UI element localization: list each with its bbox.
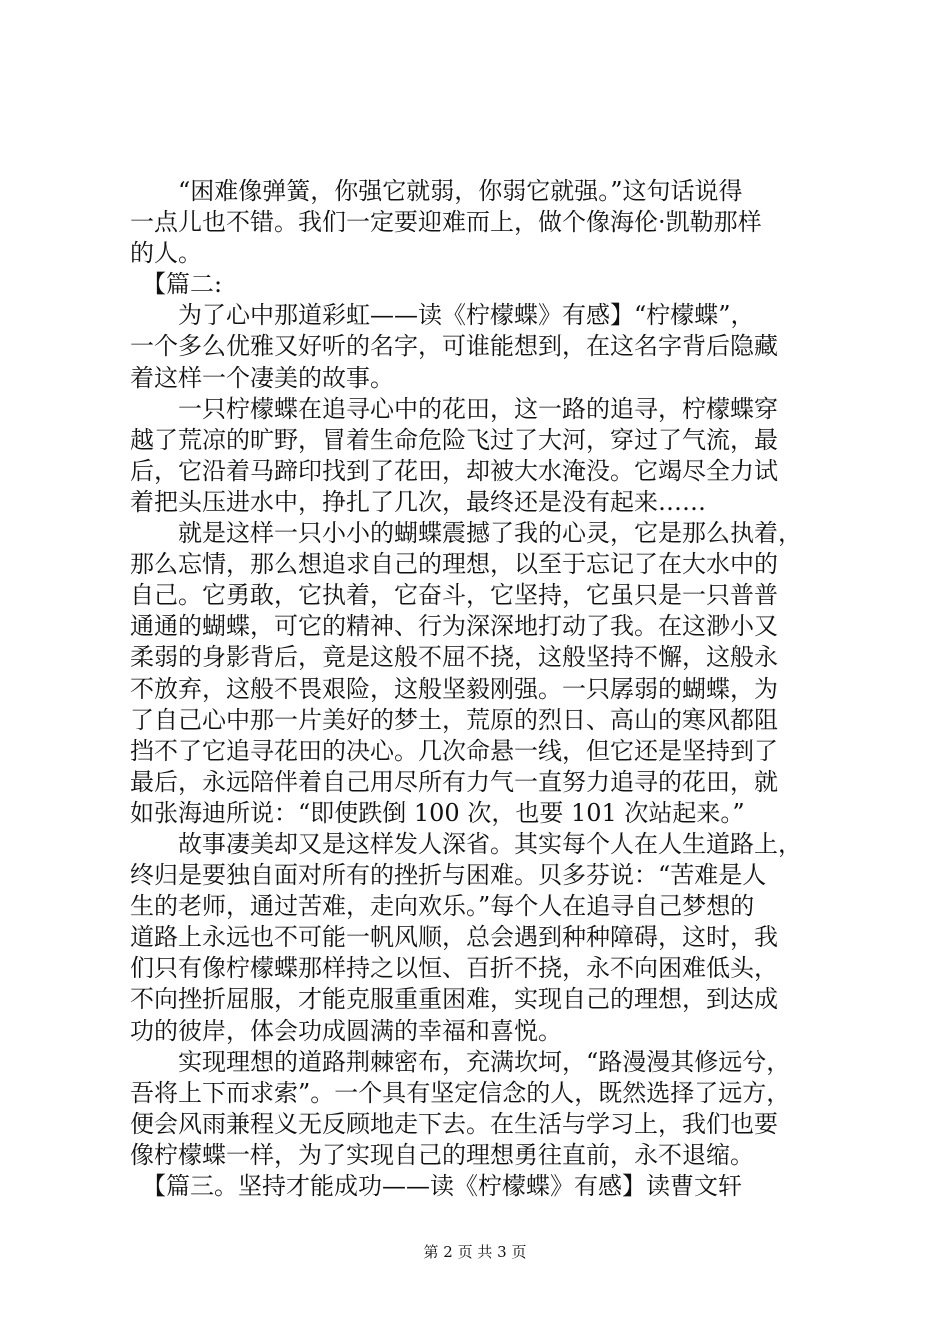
- text-line: 着这样一个凄美的故事。: [130, 363, 394, 392]
- text-line: 如张海迪所说：“即使跌倒 100 次，也要 101 次站起来。”: [130, 798, 745, 827]
- text-line: 功的彼岸，体会功成圆满的幸福和喜悦。: [130, 1016, 562, 1045]
- text-line: 道路上永远也不可能一帆风顺，总会遇到种种障碍，这时，我: [130, 923, 778, 952]
- text-line: 后，它沿着马蹄印找到了花田，却被大水淹没。它竭尽全力试: [130, 456, 778, 485]
- page-number-label: 第 2 页 共 3 页: [423, 1243, 527, 1261]
- text-line: 就是这样一只小小的蝴蝶震撼了我的心灵，它是那么执着，: [130, 519, 802, 548]
- text-line: 终归是要独自面对所有的挫折与困难。贝多芬说：“苦难是人: [130, 861, 767, 890]
- text-line: 为了心中那道彩虹——读《柠檬蝶》有感】“柠檬蝶”，: [130, 301, 755, 330]
- section-heading: 【篇二:: [130, 270, 223, 299]
- text-line: 通通的蝴蝶，可它的精神、行为深深地打动了我。在这渺小又: [130, 612, 778, 641]
- text-line: 自己。它勇敢，它执着，它奋斗，它坚持，它虽只是一只普普: [130, 581, 778, 610]
- text-line: 不向挫折屈服，才能克服重重困难，实现自己的理想，到达成: [130, 985, 778, 1014]
- text-line: 便会风雨兼程义无反顾地走下去。在生活与学习上，我们也要: [130, 1109, 778, 1138]
- text-line: “困难像弹簧，你强它就弱，你弱它就强。”这句话说得: [130, 177, 743, 205]
- text-line: 吾将上下而求索”。一个具有坚定信念的人，既然选择了远方，: [130, 1078, 791, 1107]
- text-line: 实现理想的道路荆棘密布，充满坎坷，“路漫漫其修远兮，: [130, 1047, 791, 1076]
- text-line: 挡不了它追寻花田的决心。几次命悬一线，但它还是坚持到了: [130, 736, 778, 765]
- text-line: 一点儿也不错。我们一定要迎难而上，做个像海伦·凯勒那样: [130, 208, 762, 237]
- section-heading: 【篇三。坚持才能成功——读《柠檬蝶》有感】读曹文轩: [130, 1172, 742, 1200]
- text-line: 生的老师，通过苦难，走向欢乐。”每个人在追寻自己梦想的: [130, 892, 755, 921]
- text-line: 了自己心中那一片美好的梦土，荒原的烈日、高山的寒风都阻: [130, 705, 778, 734]
- text-line: 的人。: [130, 239, 202, 268]
- text-line: 越了荒凉的旷野，冒着生命危险飞过了大河，穿过了气流，最: [130, 425, 778, 454]
- text-line: 着把头压进水中，挣扎了几次，最终还是没有起来……: [130, 487, 706, 516]
- text-line: 一只柠檬蝶在追寻心中的花田，这一路的追寻，柠檬蝶穿: [130, 394, 778, 423]
- text-line: 一个多么优雅又好听的名字，可谁能想到，在这名字背后隐藏: [130, 332, 778, 361]
- document-body: [130, 176, 830, 1202]
- text-line: 最后，永远陪伴着自己用尽所有力气一直努力追寻的花田，就: [130, 767, 778, 796]
- text-line: 那么忘情，那么想追求自己的理想，以至于忘记了在大水中的: [130, 550, 778, 579]
- text-line: 不放弃，这般不畏艰险，这般坚毅刚强。一只孱弱的蝴蝶，为: [130, 674, 778, 703]
- text-line: 们只有像柠檬蝶那样持之以恒、百折不挠，永不向困难低头，: [130, 954, 778, 983]
- text-line: 像柠檬蝶一样，为了实现自己的理想勇往直前，永不退缩。: [130, 1140, 754, 1169]
- text-line: 柔弱的身影背后，竟是这般不屈不挠，这般坚持不懈，这般永: [130, 643, 778, 672]
- text-line: 故事凄美却又是这样发人深省。其实每个人在人生道路上，: [130, 829, 802, 858]
- page-footer: [0, 1242, 950, 1262]
